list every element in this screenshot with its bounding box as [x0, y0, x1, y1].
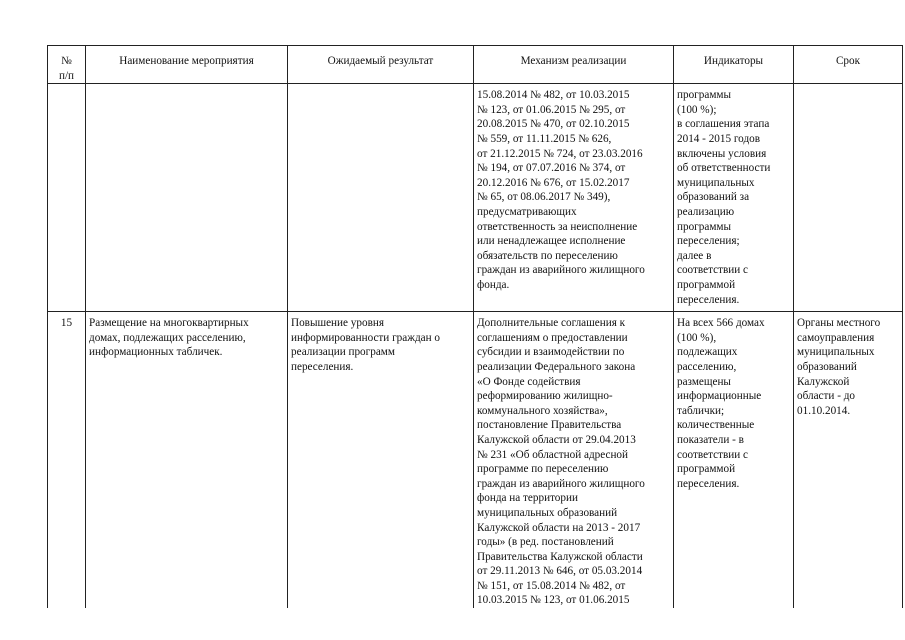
row-name [86, 84, 288, 312]
row-indicators: На всех 566 домах (100 %), подлежащих расселению, размещены информационные таблички; количественные показатели - в соответствии с программой переселения. [674, 312, 794, 608]
header-indicators: Индикаторы [674, 46, 794, 84]
header-term: Срок [794, 46, 903, 84]
header-num: № п/п [48, 46, 86, 84]
row-result [288, 84, 474, 312]
header-name: Наименование мероприятия [86, 46, 288, 84]
row-mechanism: Дополнительные соглашения к соглашениям о предоставлении субсидии и взаимодействии по реализации Федерального закона «О Фонде содействия реформированию жилищно- коммунального хозяйства», постановление Правительства Калужской области от 29.04.2013 № 231 «Об областной адресной программе по переселению граждан из аварийного жилищного фонда на территории муниципальных образований Калужской области на 2013 - 2017 годы» (в ред. постановлений Правительства Калужской области от 29.11.2013 № 646, от 05.03.2014 № 151, от 15.08.2014 № 482, от 10.03.2015 № 123, от 01.06.2015 [474, 312, 674, 608]
row-indicators: программы (100 %); в соглашения этапа 2014 - 2015 годов включены условия об ответственности муниципальных образований за реализацию программы переселения; далее в соответствии с программой переселения. [674, 84, 794, 312]
row-term [794, 84, 903, 312]
row-num [48, 84, 86, 312]
header-mechanism: Механизм реализации [474, 46, 674, 84]
header-result: Ожидаемый результат [288, 46, 474, 84]
row-term: Органы местного самоуправления муниципальных образований Калужской области - до 01.10.2014. [794, 312, 903, 608]
table-header-row [48, 46, 903, 84]
row-mechanism: 15.08.2014 № 482, от 10.03.2015 № 123, от 01.06.2015 № 295, от 20.08.2015 № 470, от 02.10.2015 № 559, от 11.11.2015 № 626, от 21.12.2015 № 724, от 23.03.2016 № 194, от 07.07.2016 № 374, от 20.12.2016 № 676, от 15.02.2017 № 65, от 08.06.2017 № 349), предусматривающих ответственность за неисполнение или ненадлежащее исполнение обязательств по переселению граждан из аварийного жилищного фонда. [474, 84, 674, 312]
row-name: Размещение на многоквартирных домах, подлежащих расселению, информационных табличек. [86, 312, 288, 608]
table-row [48, 312, 903, 608]
row-result: Повышение уровня информированности граждан о реализации программ переселения. [288, 312, 474, 608]
row-num: 15 [48, 312, 86, 608]
table-row [48, 84, 903, 312]
measures-table [47, 45, 903, 608]
